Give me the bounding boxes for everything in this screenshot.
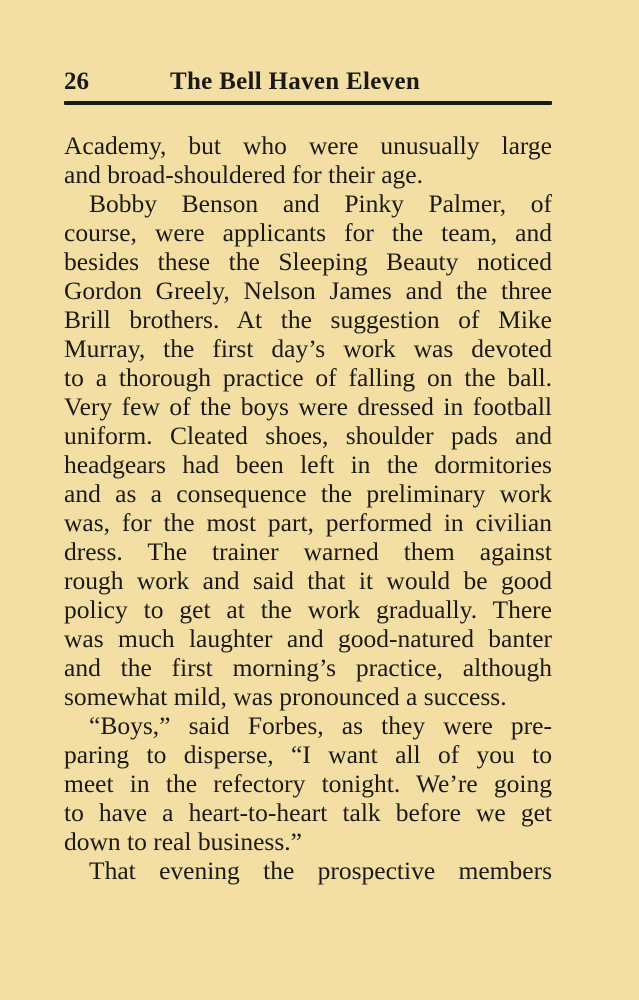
text-line: course, were applicants for the team, and	[64, 218, 552, 247]
body-text	[64, 131, 552, 885]
text-line: dress. The trainer warned them against	[64, 537, 552, 566]
text-line: policy to get at the work gradually. There	[64, 595, 552, 624]
text-line: to a thorough practice of falling on the ball.	[64, 363, 552, 392]
text-line: Very few of the boys were dressed in football	[64, 392, 552, 421]
text-line: Brill brothers. At the suggestion of Mike	[64, 305, 552, 334]
text-line: That evening the prospective members	[89, 856, 552, 885]
text-line: was, for the most part, performed in civilian	[64, 508, 552, 537]
text-line: was much laughter and good-natured banter	[64, 624, 552, 653]
text-line: paring to disperse, “I want all of you to	[64, 740, 552, 769]
text-line: headgears had been left in the dormitories	[64, 450, 552, 479]
page-number: 26	[64, 68, 89, 95]
text-line: and broad-shouldered for their age.	[64, 160, 423, 189]
header-rule	[64, 101, 552, 105]
text-line: to have a heart-to-heart talk before we get	[64, 798, 552, 827]
text-line: Gordon Greely, Nelson James and the three	[64, 276, 552, 305]
running-title: The Bell Haven Eleven	[170, 68, 421, 95]
text-line: and as a consequence the preliminary work	[64, 479, 552, 508]
text-line: and the first morning’s practice, although	[64, 653, 552, 682]
text-line: down to real business.”	[64, 827, 302, 856]
text-line: meet in the refectory tonight. We’re going	[64, 769, 552, 798]
text-line: Bobby Benson and Pinky Palmer, of	[89, 189, 552, 218]
running-head	[64, 64, 552, 100]
text-line: rough work and said that it would be good	[64, 566, 552, 595]
text-line: Murray, the first day’s work was devoted	[64, 334, 552, 363]
text-line: “Boys,” said Forbes, as they were pre-	[89, 711, 552, 740]
text-line: somewhat mild, was pronounced a success.	[64, 682, 507, 711]
text-line: Academy, but who were unusually large	[64, 131, 552, 160]
text-line: besides these the Sleeping Beauty noticed	[64, 247, 552, 276]
text-line: uniform. Cleated shoes, shoulder pads and	[64, 421, 552, 450]
